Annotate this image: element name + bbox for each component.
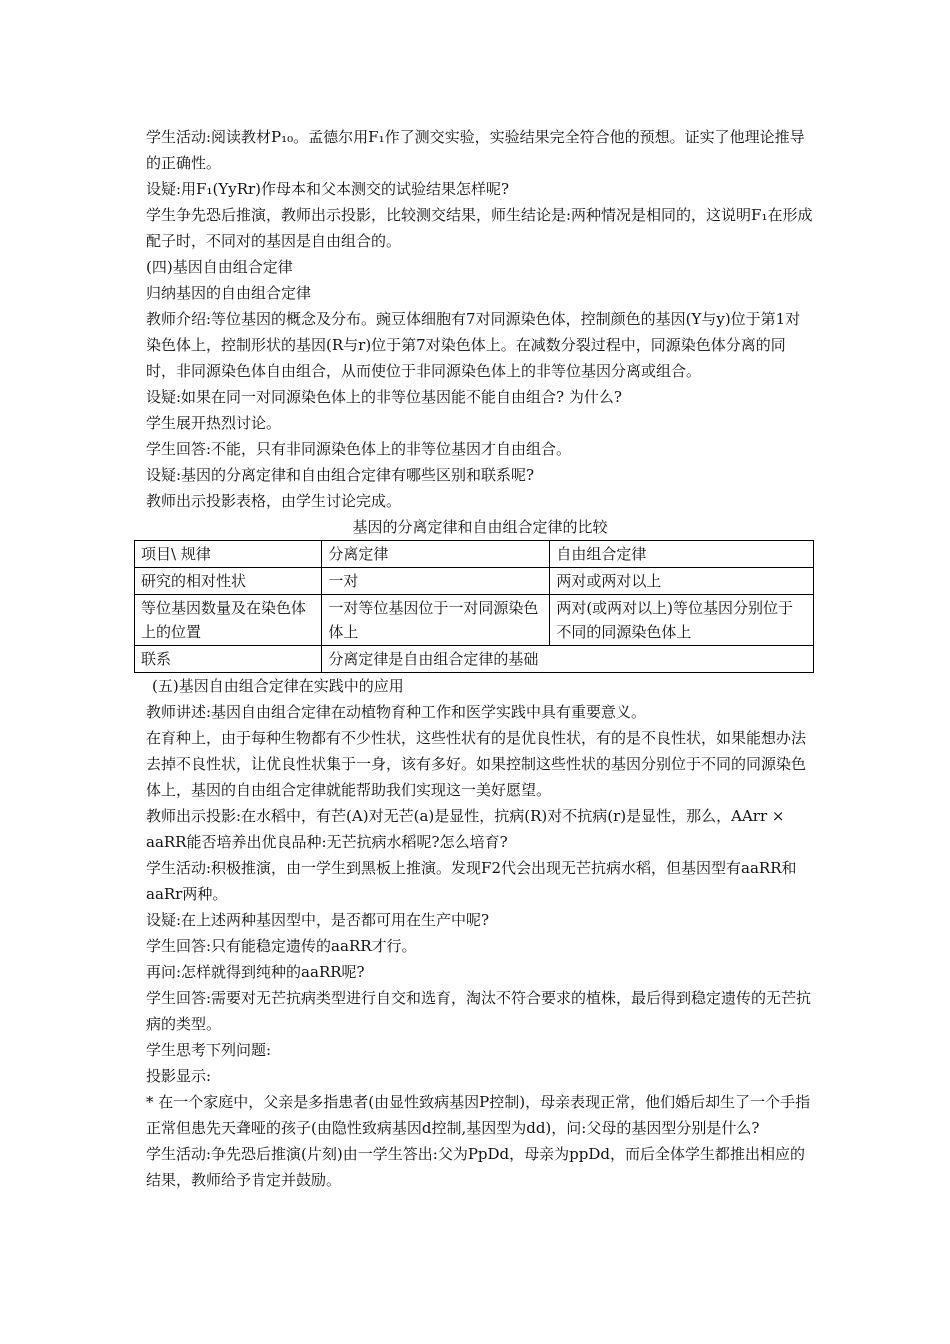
paragraph: 设疑:基因的分离定律和自由组合定律有哪些区别和联系呢? <box>146 466 535 484</box>
table-row <box>135 568 814 595</box>
table-cell: 研究的相对性状 <box>135 568 322 595</box>
comparison-table <box>134 540 814 673</box>
document-page <box>141 124 814 1193</box>
section-heading: (五)基因自由组合定律在实践中的应用 <box>152 677 404 695</box>
table-cell: 等位基因数量及在染色体上的位置 <box>135 595 322 646</box>
section-heading: (四)基因自由组合定律 <box>146 258 293 276</box>
table-row-relation <box>135 646 814 673</box>
paragraph: 教师介绍:等位基因的概念及分布。豌豆体细胞有7对同源染色体，控制颜色的基因(Y与y)位于第1对染色体上，控制形状的基因(R与r)位于第7对染色体上。在减数分裂过程中，同源染色体分离的同时，非同源染色体自由组合，从而使位于非同源染色体上的非等位基因分离或组合。 <box>146 310 801 380</box>
paragraph: 设疑:如果在同一对同源染色体上的非等位基因能不能自由组合? 为什么? <box>146 388 622 406</box>
paragraph: 再问:怎样就得到纯种的aaRR呢? <box>146 963 365 981</box>
paragraph: 学生思考下列问题: <box>146 1041 272 1059</box>
paragraph: 教师出示投影:在水稻中，有芒(A)对无芒(a)是显性，抗病(R)对不抗病(r)是显性，那么，AArr × aaRR能否培养出优良品种:无芒抗病水稻呢?怎么培育? <box>146 807 785 851</box>
table-caption: 基因的分离定律和自由组合定律的比较 <box>352 518 608 536</box>
paragraph: 归纳基因的自由组合定律 <box>146 284 312 302</box>
table-row <box>135 595 814 646</box>
paragraph: 教师出示投影表格，由学生讨论完成。 <box>146 492 402 510</box>
table-header-cell: 分离定律 <box>322 541 550 568</box>
paragraph: 学生活动:积极推演，由一学生到黑板上推演。发现F2代会出现无芒抗病水稻，但基因型有aaRR和aaRr两种。 <box>146 859 797 903</box>
paragraph: 学生回答:需要对无芒抗病类型进行自交和选育，淘汰不符合要求的植株，最后得到稳定遗传的无芒抗病的类型。 <box>146 989 812 1033</box>
paragraph: 投影显示: <box>146 1067 212 1085</box>
paragraph: 学生回答:只有能稳定遗传的aaRR才行。 <box>146 937 417 955</box>
paragraph: 学生争先恐后推演，教师出示投影，比较测交结果，师生结论是:两种情况是相同的，这说明F₁在形成配子时，不同对的基因是自由组合的。 <box>146 206 813 250</box>
paragraph: 学生活动:争先恐后推演(片刻)由一学生答出:父为PpDd，母亲为ppDd，而后全体学生都推出相应的结果，教师给予肯定并鼓励。 <box>146 1145 805 1189</box>
paragraph: 学生展开热烈讨论。 <box>146 414 282 432</box>
table-header-cell: 项目\ 规律 <box>135 541 322 568</box>
table-header-cell: 自由组合定律 <box>550 541 814 568</box>
paragraph: 学生回答:不能，只有非同源染色体上的非等位基因才自由组合。 <box>146 440 572 458</box>
paragraph: 教师讲述:基因自由组合定律在动植物育种工作和医学实践中具有重要意义。 <box>146 703 647 721</box>
table-cell: 一对 <box>322 568 550 595</box>
table-cell: 两对或两对以上 <box>550 568 814 595</box>
paragraph: 学生活动:阅读教材P₁₀。孟德尔用F₁作了测交实验，实验结果完全符合他的预想。证实了他理论推导的正确性。 <box>146 128 805 172</box>
table-cell: 联系 <box>135 646 322 673</box>
paragraph: 在育种上，由于每种生物都有不少性状，这些性状有的是优良性状，有的是不良性状，如果能想办法去掉不良性状，让优良性状集于一身，该有多好。如果控制这些性状的基因分别位于不同的同源染色体上，基因的自由组合定律就能帮助我们实现这一美好愿望。 <box>146 729 807 799</box>
table-cell: 一对等位基因位于一对同源染色体上 <box>322 595 550 646</box>
paragraph: 设疑:在上述两种基因型中，是否都可用在生产中呢? <box>146 911 490 929</box>
paragraph: 设疑:用F₁(YyRr)作母本和父本测交的试验结果怎样呢? <box>146 180 510 198</box>
table-cell: 两对(或两对以上)等位基因分别位于不同的同源染色体上 <box>550 595 814 646</box>
paragraph: * 在一个家庭中，父亲是多指患者(由显性致病基因P控制)，母亲表现正常，他们婚后却生了一个手指正常但患先天聋哑的孩子(由隐性致病基因d控制,基因型为dd)，问:父母的基因型分别是什么? <box>146 1093 811 1137</box>
table-cell: 分离定律是自由组合定律的基础 <box>322 646 814 673</box>
table-header-row <box>135 541 814 568</box>
